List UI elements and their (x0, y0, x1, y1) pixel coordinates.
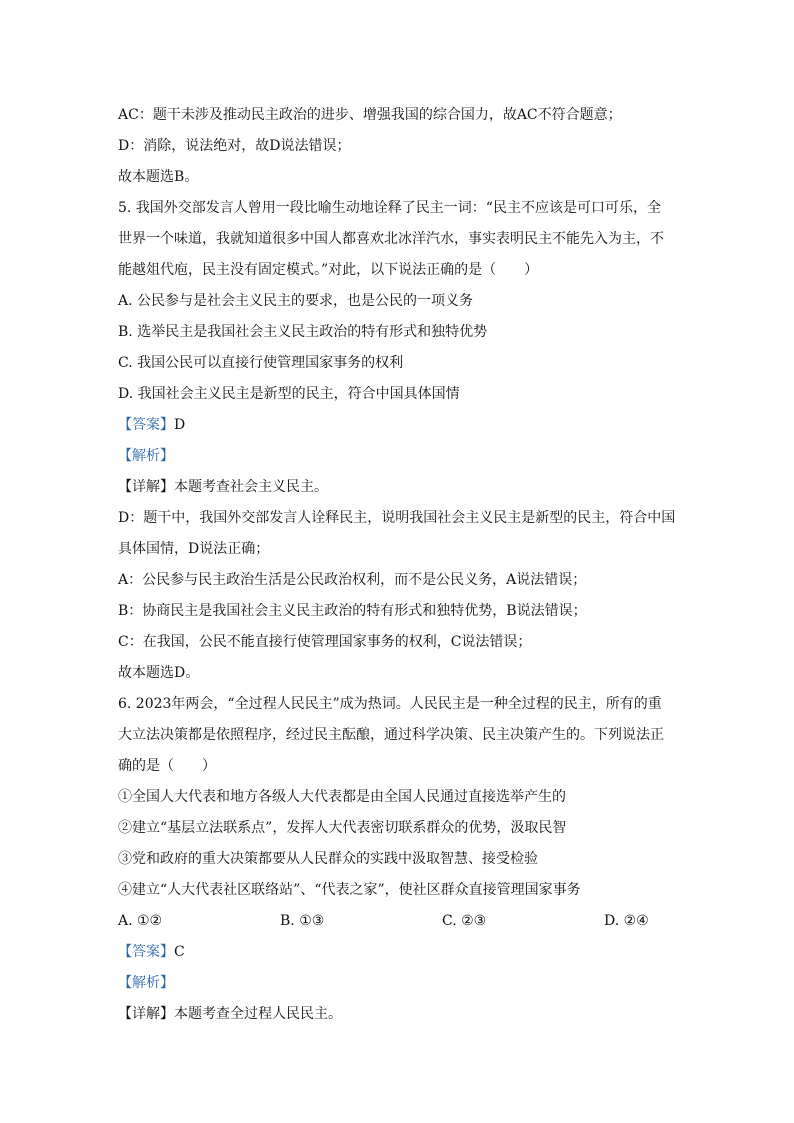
answer-tag: 【答案】 (118, 944, 174, 960)
question-6 (118, 689, 678, 1030)
q5-conclusion: 故本题选D。 (118, 665, 200, 681)
analysis-tag: 【解析】 (118, 975, 174, 991)
analysis-tag: 【解析】 (118, 448, 174, 464)
q6-statement-1: ①全国人大代表和地方各级人大代表都是由全国人民通过直接选举产生的 (118, 789, 566, 805)
q5-stem-line: 能越俎代庖，民主没有固定模式。”对此，以下说法正确的是（ ） (118, 262, 539, 278)
document-page (118, 100, 678, 1030)
q6-choices (118, 906, 678, 937)
q5-explanation-line: D：题干中，我国外交部发言人诠释民主，说明我国社会主义民主是新型的民主，符合中国 (118, 510, 676, 526)
q6-statement-3: ③党和政府的重大决策都要从人民群众的实践中汲取智慧、接受检验 (118, 851, 538, 867)
q6-statement-4: ④建立“人大代表社区联络站”、“代表之家”，使社区群众直接管理国家事务 (118, 882, 581, 898)
prev-conclusion: 故本题选B。 (118, 169, 199, 185)
q6-stem-line: 6. 2023年两会，“全过程人民民主”成为热词。人民民主是一种全过程的民主，所有的重 (118, 696, 662, 712)
q5-analysis (118, 441, 678, 472)
q6-stem-line: 大立法决策都是依照程序，经过民主酝酿，通过科学决策、民主决策产生的。下列说法正 (118, 727, 664, 743)
answer-value: C (174, 944, 185, 960)
q5-stem-line: 5. 我国外交部发言人曾用一段比喻生动地诠释了民主一词：“民主不应该是可口可乐，全 (118, 200, 661, 216)
q6-choice-d: D. ②④ (604, 913, 649, 929)
q5-answer (118, 410, 678, 441)
q5-option-b: B. 选举民主是我国社会主义民主政治的特有形式和独特优势 (118, 324, 488, 340)
q5-stem-line: 世界一个味道，我就知道很多中国人都喜欢北冰洋汽水，事实表明民主不能先入为主，不 (118, 231, 664, 247)
answer-value: D (174, 417, 186, 433)
q6-choice-c: C. ②③ (442, 913, 487, 929)
q6-stem-line: 确的是（ ） (118, 758, 216, 774)
q5-explanation-line: 具体国情，D说法正确； (118, 541, 270, 557)
q5-explanation-line: C：在我国，公民不能直接行使管理国家事务的权利，C说法错误； (118, 634, 532, 650)
prev-analysis-d: D：消除，说法绝对，故D说法错误； (118, 138, 351, 154)
detail-tag: 【详解】 (118, 479, 174, 495)
question-5 (118, 193, 678, 689)
q6-detail (118, 999, 678, 1030)
answer-tag: 【答案】 (118, 417, 174, 433)
q6-statement-2: ②建立“基层立法联系点”，发挥人大代表密切联系群众的优势，汲取民智 (118, 820, 567, 836)
q5-option-c: C. 我国公民可以直接行使管理国家事务的权利 (118, 355, 404, 371)
q6-analysis (118, 968, 678, 999)
q5-explanation-line: B：协商民主是我国社会主义民主政治的特有形式和独特优势，B说法错误； (118, 603, 587, 619)
detail-intro: 本题考查全过程人民民主。 (174, 1006, 342, 1022)
prev-analysis-ac: AC：题干未涉及推动民主政治的进步、增强我国的综合国力，故AC不符合题意； (118, 107, 622, 123)
q6-choice-a: A. ①② (118, 913, 163, 929)
q6-choice-b: B. ①③ (280, 913, 325, 929)
q6-answer (118, 937, 678, 968)
detail-intro: 本题考查社会主义民主。 (174, 479, 328, 495)
detail-tag: 【详解】 (118, 1006, 174, 1022)
q5-option-d: D. 我国社会主义民主是新型的民主，符合中国具体国情 (118, 386, 460, 402)
q5-explanation-line: A：公民参与民主政治生活是公民政治权利，而不是公民义务，A说法错误； (118, 572, 587, 588)
q5-detail (118, 472, 678, 503)
q5-option-a: A. 公民参与是社会主义民主的要求，也是公民的一项义务 (118, 293, 474, 309)
